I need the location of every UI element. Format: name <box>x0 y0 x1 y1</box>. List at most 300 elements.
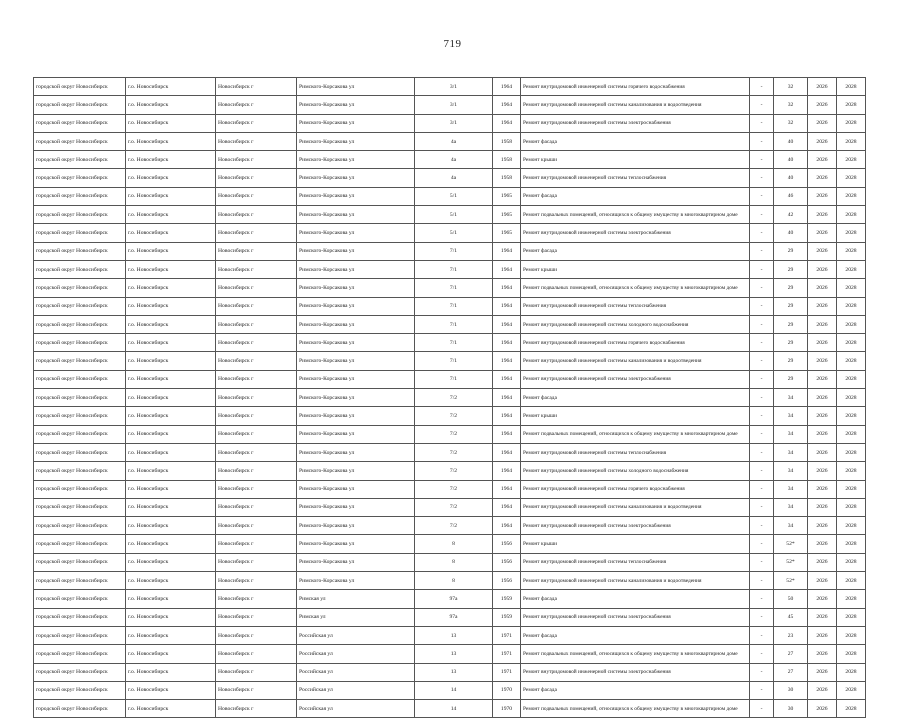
area-cell: 32 <box>774 78 808 96</box>
city-cell: Новосибирск г <box>216 315 297 333</box>
dash-cell: - <box>750 700 774 718</box>
municipality-cell: г.о. Новосибирск <box>126 132 216 150</box>
table-row <box>34 334 866 352</box>
work-type-cell: Ремонт внутридомовой инженерной системы электроснабжения <box>521 663 750 681</box>
start-year-cell: 2026 <box>808 389 837 407</box>
start-year-cell: 2026 <box>808 224 837 242</box>
end-year-cell: 2028 <box>837 297 866 315</box>
house-cell: 13 <box>415 663 493 681</box>
start-year-cell: 2026 <box>808 553 837 571</box>
municipality-cell: г.о. Новосибирск <box>126 242 216 260</box>
street-cell: Римского-Корсакова ул <box>297 352 415 370</box>
area-cell: 42 <box>774 206 808 224</box>
house-cell: 7/2 <box>415 407 493 425</box>
table-row <box>34 206 866 224</box>
work-type-cell: Ремонт фасада <box>521 389 750 407</box>
street-cell: Римского-Корсакова ул <box>297 370 415 388</box>
city-cell: Новосибирск г <box>216 242 297 260</box>
table-row <box>34 114 866 132</box>
dash-cell: - <box>750 535 774 553</box>
work-type-cell: Ремонт фасада <box>521 132 750 150</box>
area-cell: 34 <box>774 443 808 461</box>
house-cell: 8 <box>415 572 493 590</box>
municipality-cell: г.о. Новосибирск <box>126 187 216 205</box>
street-cell: Римского-Корсакова ул <box>297 260 415 278</box>
city-cell: Новосибирск г <box>216 279 297 297</box>
municipality-cell: г.о. Новосибирск <box>126 279 216 297</box>
area-cell: 40 <box>774 132 808 150</box>
table-row <box>34 700 866 718</box>
house-cell: 7/2 <box>415 389 493 407</box>
end-year-cell: 2028 <box>837 242 866 260</box>
year-cell: 1964 <box>493 517 521 535</box>
end-year-cell: 2028 <box>837 553 866 571</box>
city-cell: Новосибирск г <box>216 480 297 498</box>
end-year-cell: 2028 <box>837 498 866 516</box>
end-year-cell: 2028 <box>837 370 866 388</box>
street-cell: Римского-Корсакова ул <box>297 206 415 224</box>
work-type-cell: Ремонт внутридомовой инженерной системы канализования и водоотведения <box>521 96 750 114</box>
table-row <box>34 370 866 388</box>
house-cell: 7/2 <box>415 462 493 480</box>
work-type-cell: Ремонт внутридомовой инженерной системы электроснабжения <box>521 224 750 242</box>
dash-cell: - <box>750 626 774 644</box>
year-cell: 1964 <box>493 297 521 315</box>
end-year-cell: 2028 <box>837 151 866 169</box>
house-cell: 5/1 <box>415 187 493 205</box>
street-cell: Римского-Корсакова ул <box>297 498 415 516</box>
table-row <box>34 352 866 370</box>
okrug-cell: городской округ Новосибирск <box>34 645 126 663</box>
area-cell: 30 <box>774 700 808 718</box>
year-cell: 1964 <box>493 96 521 114</box>
street-cell: Римского-Корсакова ул <box>297 132 415 150</box>
okrug-cell: городской округ Новосибирск <box>34 334 126 352</box>
city-cell: Новосибирск г <box>216 389 297 407</box>
table-row <box>34 187 866 205</box>
table-row <box>34 535 866 553</box>
city-cell: Новосибирск г <box>216 151 297 169</box>
work-type-cell: Ремонт внутридомовой инженерной системы теплоснабжения <box>521 553 750 571</box>
area-cell: 40 <box>774 151 808 169</box>
dash-cell: - <box>750 297 774 315</box>
dash-cell: - <box>750 187 774 205</box>
house-cell: 4а <box>415 151 493 169</box>
house-cell: 7/1 <box>415 315 493 333</box>
okrug-cell: городской округ Новосибирск <box>34 297 126 315</box>
end-year-cell: 2028 <box>837 260 866 278</box>
table-row <box>34 315 866 333</box>
year-cell: 1964 <box>493 78 521 96</box>
house-cell: 7/2 <box>415 517 493 535</box>
end-year-cell: 2028 <box>837 334 866 352</box>
okrug-cell: городской округ Новосибирск <box>34 169 126 187</box>
work-type-cell: Ремонт подвальных помещений, относящихся к общему имуществу в многоквартирном доме <box>521 425 750 443</box>
end-year-cell: 2028 <box>837 78 866 96</box>
end-year-cell: 2028 <box>837 315 866 333</box>
year-cell: 1965 <box>493 224 521 242</box>
street-cell: Римского-Корсакова ул <box>297 315 415 333</box>
city-cell: Новосибирск г <box>216 608 297 626</box>
work-type-cell: Ремонт внутридомовой инженерной системы электроснабжения <box>521 608 750 626</box>
area-cell: 34 <box>774 498 808 516</box>
street-cell: Римского-Корсакова ул <box>297 535 415 553</box>
year-cell: 1959 <box>493 590 521 608</box>
dash-cell: - <box>750 681 774 699</box>
end-year-cell: 2028 <box>837 462 866 480</box>
okrug-cell: городской округ Новосибирск <box>34 132 126 150</box>
okrug-cell: городской округ Новосибирск <box>34 315 126 333</box>
dash-cell: - <box>750 132 774 150</box>
municipality-cell: г.о. Новосибирск <box>126 498 216 516</box>
municipality-cell: г.о. Новосибирск <box>126 645 216 663</box>
city-cell: Новосибирск г <box>216 590 297 608</box>
year-cell: 1964 <box>493 425 521 443</box>
street-cell: Римского-Корсакова ул <box>297 151 415 169</box>
city-cell: Новосибирск г <box>216 517 297 535</box>
city-cell: Новосибирск г <box>216 645 297 663</box>
area-cell: 29 <box>774 352 808 370</box>
okrug-cell: городской округ Новосибирск <box>34 700 126 718</box>
municipality-cell: г.о. Новосибирск <box>126 96 216 114</box>
start-year-cell: 2026 <box>808 443 837 461</box>
dash-cell: - <box>750 572 774 590</box>
dash-cell: - <box>750 553 774 571</box>
start-year-cell: 2026 <box>808 169 837 187</box>
year-cell: 1956 <box>493 572 521 590</box>
okrug-cell: городской округ Новосибирск <box>34 517 126 535</box>
okrug-cell: городской округ Новосибирск <box>34 370 126 388</box>
start-year-cell: 2026 <box>808 352 837 370</box>
area-cell: 29 <box>774 315 808 333</box>
end-year-cell: 2028 <box>837 407 866 425</box>
house-cell: 7/2 <box>415 480 493 498</box>
start-year-cell: 2026 <box>808 114 837 132</box>
area-cell: 46 <box>774 187 808 205</box>
year-cell: 1964 <box>493 352 521 370</box>
house-cell: 5/1 <box>415 206 493 224</box>
start-year-cell: 2026 <box>808 700 837 718</box>
year-cell: 1970 <box>493 681 521 699</box>
municipality-cell: г.о. Новосибирск <box>126 480 216 498</box>
okrug-cell: городской округ Новосибирск <box>34 590 126 608</box>
street-cell: Римского-Корсакова ул <box>297 187 415 205</box>
municipality-cell: г.о. Новосибирск <box>126 78 216 96</box>
year-cell: 1958 <box>493 169 521 187</box>
dash-cell: - <box>750 517 774 535</box>
city-cell: Новосибирск г <box>216 626 297 644</box>
year-cell: 1964 <box>493 389 521 407</box>
street-cell: Российская ул <box>297 681 415 699</box>
area-cell: 50 <box>774 590 808 608</box>
start-year-cell: 2026 <box>808 297 837 315</box>
house-cell: 13 <box>415 626 493 644</box>
municipality-cell: г.о. Новосибирск <box>126 407 216 425</box>
street-cell: Российская ул <box>297 645 415 663</box>
year-cell: 1959 <box>493 608 521 626</box>
start-year-cell: 2026 <box>808 260 837 278</box>
start-year-cell: 2026 <box>808 206 837 224</box>
city-cell: Новосибирск г <box>216 681 297 699</box>
okrug-cell: городской округ Новосибирск <box>34 425 126 443</box>
okrug-cell: городской округ Новосибирск <box>34 480 126 498</box>
year-cell: 1965 <box>493 187 521 205</box>
year-cell: 1964 <box>493 443 521 461</box>
municipality-cell: г.о. Новосибирск <box>126 260 216 278</box>
dash-cell: - <box>750 96 774 114</box>
dash-cell: - <box>750 334 774 352</box>
start-year-cell: 2026 <box>808 78 837 96</box>
year-cell: 1964 <box>493 370 521 388</box>
house-cell: 3/1 <box>415 114 493 132</box>
area-cell: 34 <box>774 389 808 407</box>
street-cell: Римского-Корсакова ул <box>297 224 415 242</box>
area-cell: 27 <box>774 663 808 681</box>
street-cell: Римского-Корсакова ул <box>297 480 415 498</box>
start-year-cell: 2026 <box>808 498 837 516</box>
end-year-cell: 2028 <box>837 626 866 644</box>
street-cell: Римская ул <box>297 608 415 626</box>
street-cell: Римского-Корсакова ул <box>297 78 415 96</box>
start-year-cell: 2026 <box>808 681 837 699</box>
house-cell: 8 <box>415 553 493 571</box>
city-cell: Новосибирск г <box>216 132 297 150</box>
work-type-cell: Ремонт крыши <box>521 151 750 169</box>
year-cell: 1964 <box>493 315 521 333</box>
year-cell: 1956 <box>493 553 521 571</box>
work-type-cell: Ремонт внутридомовой инженерной системы теплоснабжения <box>521 297 750 315</box>
okrug-cell: городской округ Новосибирск <box>34 114 126 132</box>
street-cell: Римского-Корсакова ул <box>297 517 415 535</box>
okrug-cell: городской округ Новосибирск <box>34 389 126 407</box>
street-cell: Римского-Корсакова ул <box>297 553 415 571</box>
city-cell: Новосибирск г <box>216 370 297 388</box>
okrug-cell: городской округ Новосибирск <box>34 572 126 590</box>
work-type-cell: Ремонт фасада <box>521 681 750 699</box>
okrug-cell: городской округ Новосибирск <box>34 407 126 425</box>
start-year-cell: 2026 <box>808 663 837 681</box>
street-cell: Римского-Корсакова ул <box>297 389 415 407</box>
end-year-cell: 2028 <box>837 389 866 407</box>
street-cell: Римского-Корсакова ул <box>297 114 415 132</box>
area-cell: 29 <box>774 279 808 297</box>
work-type-cell: Ремонт внутридомовой инженерной системы теплоснабжения <box>521 169 750 187</box>
municipality-cell: г.о. Новосибирск <box>126 224 216 242</box>
start-year-cell: 2026 <box>808 187 837 205</box>
work-type-cell: Ремонт подвальных помещений, относящихся к общему имуществу в многоквартирном доме <box>521 206 750 224</box>
start-year-cell: 2026 <box>808 370 837 388</box>
work-type-cell: Ремонт подвальных помещений, относящихся к общему имуществу в многоквартирном доме <box>521 645 750 663</box>
area-cell: 52* <box>774 553 808 571</box>
year-cell: 1958 <box>493 151 521 169</box>
work-type-cell: Ремонт внутридомовой инженерной системы электроснабжения <box>521 517 750 535</box>
table-row <box>34 443 866 461</box>
city-cell: Новосибирск г <box>216 425 297 443</box>
start-year-cell: 2026 <box>808 462 837 480</box>
end-year-cell: 2028 <box>837 224 866 242</box>
street-cell: Римская ул <box>297 590 415 608</box>
work-type-cell: Ремонт внутридомовой инженерной системы теплоснабжения <box>521 443 750 461</box>
table-row <box>34 462 866 480</box>
area-cell: 23 <box>774 626 808 644</box>
city-cell: Новосибирск г <box>216 206 297 224</box>
okrug-cell: городской округ Новосибирск <box>34 663 126 681</box>
street-cell: Римского-Корсакова ул <box>297 242 415 260</box>
okrug-cell: городской округ Новосибирск <box>34 462 126 480</box>
area-cell: 27 <box>774 645 808 663</box>
city-cell: Новосибирск г <box>216 553 297 571</box>
okrug-cell: городской округ Новосибирск <box>34 626 126 644</box>
end-year-cell: 2028 <box>837 114 866 132</box>
end-year-cell: 2028 <box>837 681 866 699</box>
house-cell: 5/1 <box>415 224 493 242</box>
end-year-cell: 2028 <box>837 279 866 297</box>
table-row <box>34 498 866 516</box>
end-year-cell: 2028 <box>837 480 866 498</box>
start-year-cell: 2026 <box>808 96 837 114</box>
start-year-cell: 2026 <box>808 608 837 626</box>
city-cell: Новосибирск г <box>216 535 297 553</box>
area-cell: 52* <box>774 535 808 553</box>
okrug-cell: городской округ Новосибирск <box>34 206 126 224</box>
work-type-cell: Ремонт внутридомовой инженерной системы горячего водоснабжения <box>521 334 750 352</box>
city-cell: Новосибирск г <box>216 700 297 718</box>
dash-cell: - <box>750 151 774 169</box>
end-year-cell: 2028 <box>837 590 866 608</box>
area-cell: 34 <box>774 462 808 480</box>
street-cell: Римского-Корсакова ул <box>297 407 415 425</box>
area-cell: 52* <box>774 572 808 590</box>
dash-cell: - <box>750 114 774 132</box>
area-cell: 29 <box>774 370 808 388</box>
municipality-cell: г.о. Новосибирск <box>126 590 216 608</box>
dash-cell: - <box>750 279 774 297</box>
start-year-cell: 2026 <box>808 590 837 608</box>
street-cell: Римского-Корсакова ул <box>297 279 415 297</box>
area-cell: 29 <box>774 297 808 315</box>
year-cell: 1965 <box>493 206 521 224</box>
start-year-cell: 2026 <box>808 279 837 297</box>
table-row <box>34 297 866 315</box>
municipality-cell: г.о. Новосибирск <box>126 663 216 681</box>
house-cell: 7/2 <box>415 498 493 516</box>
table-row <box>34 78 866 96</box>
city-cell: Новосибирск г <box>216 169 297 187</box>
end-year-cell: 2028 <box>837 572 866 590</box>
city-cell: Новосибирск г <box>216 462 297 480</box>
okrug-cell: городской округ Новосибирск <box>34 96 126 114</box>
work-type-cell: Ремонт внутридомовой инженерной системы холодного водоснабжения <box>521 315 750 333</box>
end-year-cell: 2028 <box>837 206 866 224</box>
work-type-cell: Ремонт внутридомовой инженерной системы холодного водоснабжения <box>521 462 750 480</box>
area-cell: 32 <box>774 114 808 132</box>
municipality-cell: г.о. Новосибирск <box>126 315 216 333</box>
year-cell: 1964 <box>493 279 521 297</box>
house-cell: 97а <box>415 590 493 608</box>
municipality-cell: г.о. Новосибирск <box>126 681 216 699</box>
dash-cell: - <box>750 498 774 516</box>
municipality-cell: г.о. Новосибирск <box>126 151 216 169</box>
okrug-cell: городской округ Новосибирск <box>34 608 126 626</box>
house-cell: 13 <box>415 645 493 663</box>
dash-cell: - <box>750 206 774 224</box>
area-cell: 30 <box>774 681 808 699</box>
municipality-cell: г.о. Новосибирск <box>126 297 216 315</box>
area-cell: 40 <box>774 169 808 187</box>
street-cell: Римского-Корсакова ул <box>297 425 415 443</box>
year-cell: 1971 <box>493 663 521 681</box>
dash-cell: - <box>750 663 774 681</box>
area-cell: 34 <box>774 407 808 425</box>
house-cell: 3/1 <box>415 96 493 114</box>
municipality-cell: г.о. Новосибирск <box>126 169 216 187</box>
page-number: 719 <box>443 38 462 50</box>
city-cell: Новосибирск г <box>216 352 297 370</box>
start-year-cell: 2026 <box>808 132 837 150</box>
end-year-cell: 2028 <box>837 700 866 718</box>
house-cell: 7/2 <box>415 425 493 443</box>
table-row <box>34 96 866 114</box>
year-cell: 1956 <box>493 535 521 553</box>
okrug-cell: городской округ Новосибирск <box>34 260 126 278</box>
dash-cell: - <box>750 425 774 443</box>
street-cell: Российская ул <box>297 700 415 718</box>
dash-cell: - <box>750 78 774 96</box>
area-cell: 40 <box>774 224 808 242</box>
area-cell: 45 <box>774 608 808 626</box>
city-cell: Новосибирск г <box>216 663 297 681</box>
year-cell: 1964 <box>493 114 521 132</box>
municipality-cell: г.о. Новосибирск <box>126 535 216 553</box>
area-cell: 34 <box>774 425 808 443</box>
table-row <box>34 590 866 608</box>
city-cell: Новосибирск г <box>216 114 297 132</box>
end-year-cell: 2028 <box>837 535 866 553</box>
year-cell: 1964 <box>493 334 521 352</box>
dash-cell: - <box>750 242 774 260</box>
street-cell: Римского-Корсакова ул <box>297 443 415 461</box>
table-row <box>34 169 866 187</box>
okrug-cell: городской округ Новосибирск <box>34 352 126 370</box>
municipality-cell: г.о. Новосибирск <box>126 553 216 571</box>
start-year-cell: 2026 <box>808 645 837 663</box>
table-row <box>34 407 866 425</box>
work-type-cell: Ремонт подвальных помещений, относящихся к общему имуществу в многоквартирном доме <box>521 279 750 297</box>
table-row <box>34 425 866 443</box>
house-cell: 7/2 <box>415 443 493 461</box>
dash-cell: - <box>750 224 774 242</box>
table-row <box>34 480 866 498</box>
street-cell: Римского-Корсакова ул <box>297 96 415 114</box>
area-cell: 29 <box>774 260 808 278</box>
city-cell: Новосибирск г <box>216 334 297 352</box>
work-type-cell: Ремонт фасада <box>521 590 750 608</box>
house-cell: 7/1 <box>415 352 493 370</box>
table-row <box>34 132 866 150</box>
dash-cell: - <box>750 315 774 333</box>
start-year-cell: 2026 <box>808 334 837 352</box>
end-year-cell: 2028 <box>837 443 866 461</box>
work-type-cell: Ремонт фасада <box>521 242 750 260</box>
okrug-cell: городской округ Новосибирск <box>34 187 126 205</box>
municipality-cell: г.о. Новосибирск <box>126 425 216 443</box>
year-cell: 1964 <box>493 242 521 260</box>
okrug-cell: городской округ Новосибирск <box>34 78 126 96</box>
city-cell: Новосибирск г <box>216 224 297 242</box>
end-year-cell: 2028 <box>837 169 866 187</box>
house-cell: 97а <box>415 608 493 626</box>
house-cell: 4а <box>415 169 493 187</box>
